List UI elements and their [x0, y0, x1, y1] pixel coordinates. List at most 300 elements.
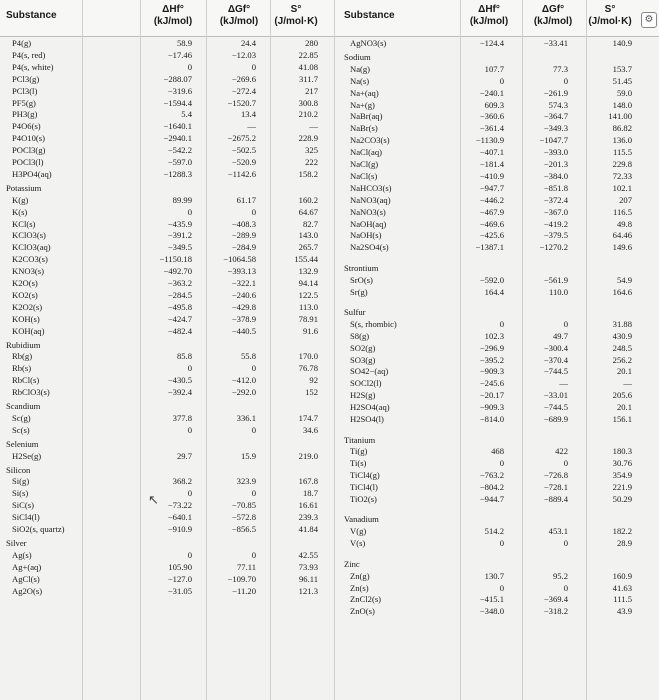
- s-value: 41.08: [298, 61, 318, 72]
- dg-value: −289.9: [231, 230, 256, 241]
- dg-value: −419.2: [543, 218, 568, 229]
- substance-name: SO42−(aq): [350, 366, 389, 377]
- substance-name: NaBr(s): [350, 123, 378, 134]
- substance-name: SO3(g): [350, 354, 376, 365]
- dh-value: −1594.4: [163, 97, 192, 108]
- substance-name: NaOH(s): [350, 230, 382, 241]
- dh-value: −424.7: [167, 313, 192, 324]
- table-row: [0, 606, 659, 617]
- table-row: [0, 583, 659, 594]
- substance-name: KClO3(s): [12, 230, 46, 241]
- substance-name: KNO3(s): [12, 266, 44, 277]
- substance-name: SO2(g): [350, 342, 376, 353]
- group-heading: Zinc: [344, 558, 360, 569]
- s-value: 207: [619, 194, 632, 205]
- table-row: [0, 230, 659, 241]
- gear-icon[interactable]: ⚙: [641, 12, 657, 28]
- s-value: 148.0: [612, 99, 632, 110]
- dh-value: −804.2: [479, 482, 504, 493]
- table-row: [0, 183, 659, 194]
- dh-value: −361.4: [479, 123, 504, 134]
- substance-name: Ag+(aq): [12, 561, 42, 572]
- dh-value: 164.4: [484, 286, 504, 297]
- table-row: [0, 168, 659, 182]
- dg-value: −370.4: [543, 354, 568, 365]
- s-value: 34.6: [302, 424, 318, 435]
- dh-value: −1640.1: [163, 121, 192, 132]
- substance-name: Na(s): [350, 75, 370, 86]
- dh-value: −20.17: [479, 390, 504, 401]
- substance-name: PCl3(l): [12, 85, 38, 96]
- s-value: 155.44: [294, 254, 318, 265]
- dg-value: −744.5: [543, 366, 568, 377]
- dg-value: −284.9: [231, 242, 256, 253]
- substance-name: P4(g): [12, 38, 32, 48]
- substance-name: AgNO3(s): [350, 38, 387, 48]
- dh-value: 368.2: [172, 476, 192, 487]
- s-value: 28.9: [616, 538, 632, 549]
- table-row: [0, 331, 659, 342]
- table-row: [0, 550, 659, 561]
- s-value: 300.8: [298, 97, 318, 108]
- substance-name: NaNO3(aq): [350, 194, 391, 205]
- s-value: 73.93: [298, 561, 318, 572]
- s-value: 16.61: [298, 500, 318, 511]
- dg-value: −1064.58: [223, 254, 256, 265]
- table-row: [0, 85, 659, 99]
- dh-value: −1387.1: [475, 242, 504, 253]
- dh-value: −363.2: [167, 278, 192, 288]
- s-value: 430.9: [612, 330, 632, 341]
- substance-name: NaBr(aq): [350, 111, 383, 122]
- table-row: [0, 275, 659, 286]
- dh-value: −592.0: [479, 274, 504, 285]
- header-s-right: S° (J/mol·K): [588, 4, 632, 27]
- s-value: 22.85: [298, 49, 318, 60]
- dg-value: 0: [251, 61, 256, 72]
- dg-value: 0: [251, 424, 256, 435]
- dh-value: −240.1: [479, 87, 504, 98]
- dh-value: 468: [491, 446, 504, 457]
- dg-value: −561.9: [543, 274, 568, 285]
- substance-name: H2S(g): [350, 390, 376, 401]
- s-value: 180.3: [612, 446, 632, 457]
- table-row: [0, 538, 659, 549]
- s-value: 141.00: [608, 111, 632, 122]
- substance-name: Sc(g): [12, 412, 31, 423]
- dg-value: −393.0: [543, 147, 568, 158]
- dg-value: −408.3: [231, 218, 256, 229]
- group-heading: Silicon: [6, 464, 31, 475]
- header-s-left: S° (J/mol·K): [274, 4, 318, 27]
- dg-value: −520.9: [231, 157, 256, 167]
- dh-value: −909.3: [479, 402, 504, 413]
- substance-name: K(s): [12, 206, 28, 217]
- dg-value: 0: [563, 538, 568, 549]
- substance-name: Na(g): [350, 63, 371, 74]
- table-row: [0, 61, 659, 75]
- dg-value: −367.0: [543, 206, 568, 217]
- s-value: 51.45: [612, 75, 632, 86]
- dh-value: −909.3: [479, 366, 504, 377]
- table-row: [0, 254, 659, 265]
- dg-value: 77.3: [552, 63, 568, 74]
- dg-value: −300.4: [543, 342, 568, 353]
- dg-value: −349.3: [543, 123, 568, 134]
- s-value: 31.88: [612, 318, 632, 329]
- table-row: [0, 73, 659, 87]
- dh-value: −284.5: [167, 289, 192, 300]
- s-value: 228.9: [298, 133, 318, 144]
- dg-value: −378.9: [231, 313, 256, 324]
- table-row: [0, 355, 659, 366]
- s-value: 354.9: [612, 470, 632, 481]
- substance-name: S(s, rhombic): [350, 318, 397, 329]
- s-value: 111.5: [613, 594, 632, 605]
- dg-value: 61.17: [236, 194, 256, 205]
- substance-name: P4O6(s): [12, 121, 41, 132]
- dh-value: −348.0: [479, 606, 504, 617]
- substance-name: Na+(aq): [350, 87, 379, 98]
- dh-value: −319.6: [167, 85, 192, 96]
- dg-value: −109.70: [227, 573, 256, 584]
- dg-value: −364.7: [543, 111, 568, 122]
- dh-value: 0: [499, 318, 504, 329]
- s-value: 78.91: [298, 313, 318, 324]
- table-row: [0, 219, 659, 230]
- table-row: [0, 319, 659, 330]
- s-value: 164.6: [612, 286, 632, 297]
- s-value: 136.0: [612, 135, 632, 146]
- dh-value: 105.90: [168, 561, 192, 572]
- table-row: [0, 378, 659, 389]
- dg-value: −726.8: [543, 470, 568, 481]
- table-row: [0, 287, 659, 298]
- table-row: [0, 111, 659, 122]
- dg-value: −322.1: [231, 278, 256, 288]
- s-value: 91.6: [302, 325, 318, 336]
- dh-value: 0: [499, 582, 504, 593]
- table-row: [0, 571, 659, 582]
- dg-value: −33.41: [543, 38, 568, 48]
- dg-value: −440.5: [231, 325, 256, 336]
- group-heading: Selenium: [6, 438, 39, 449]
- s-value: 325: [305, 145, 318, 156]
- table-row: [0, 470, 659, 481]
- dg-value: −689.9: [543, 414, 568, 425]
- dh-value: 0: [187, 61, 192, 72]
- dh-value: −492.70: [163, 266, 192, 277]
- substance-name: Si(s): [12, 488, 29, 499]
- dh-value: −31.05: [167, 585, 192, 596]
- dh-value: −17.46: [167, 49, 192, 60]
- substance-name: SiC(s): [12, 500, 34, 511]
- dg-value: −889.4: [543, 494, 568, 505]
- substance-name: K2O2(s): [12, 301, 43, 312]
- dh-value: −495.8: [167, 301, 192, 312]
- substance-name: KO2(s): [12, 289, 38, 300]
- substance-name: H2Se(g): [12, 450, 42, 461]
- substance-name: NaOH(aq): [350, 218, 387, 229]
- group-heading: Potassium: [6, 182, 42, 193]
- substance-name: Zn(s): [350, 582, 369, 593]
- dh-value: 5.4: [181, 109, 192, 120]
- dg-value: 0: [251, 206, 256, 217]
- substance-name: P4(s, white): [12, 61, 54, 72]
- dh-value: −391.2: [167, 230, 192, 241]
- s-value: 280: [305, 38, 318, 48]
- table-row: [0, 343, 659, 354]
- s-value: 256.2: [612, 354, 632, 365]
- substance-name: H2SO4(aq): [350, 402, 390, 413]
- pointer-cursor-icon: ↖: [148, 493, 159, 508]
- substance-name: V(g): [350, 526, 367, 537]
- s-value: 170.0: [298, 351, 318, 362]
- dg-value: 55.8: [240, 351, 256, 362]
- substance-name: TiCl4(l): [350, 482, 378, 493]
- dg-value: −393.13: [227, 266, 256, 277]
- s-value: 221.9: [612, 482, 632, 493]
- substance-name: SrO(s): [350, 274, 373, 285]
- substance-name: K(g): [12, 194, 29, 205]
- dh-value: −245.6: [479, 378, 504, 389]
- dg-value: −11.20: [232, 585, 256, 596]
- table-row: [0, 159, 659, 170]
- dh-value: 377.8: [172, 412, 192, 423]
- table-row: [0, 526, 659, 537]
- dg-value: 77.11: [236, 561, 256, 572]
- substance-name: Zn(g): [350, 570, 370, 581]
- s-value: 182.2: [612, 526, 632, 537]
- s-value: 82.7: [302, 218, 318, 229]
- s-value: 115.5: [612, 147, 632, 158]
- dg-value: 0: [563, 582, 568, 593]
- s-value: 122.5: [298, 289, 318, 300]
- s-value: 20.1: [616, 402, 632, 413]
- s-value: 152: [305, 387, 318, 398]
- dh-value: 85.8: [176, 351, 192, 362]
- dg-value: −379.5: [543, 230, 568, 241]
- dh-value: 609.3: [484, 99, 504, 110]
- dg-value: −33.01: [543, 390, 568, 401]
- header-dg-left: ΔGf° (kJ/mol): [219, 4, 259, 27]
- substance-name: ZnO(s): [350, 606, 375, 617]
- substance-name: AgCl(s): [12, 573, 40, 584]
- dg-value: 422: [555, 446, 568, 457]
- substance-name: Ti(g): [350, 446, 368, 457]
- s-value: 158.2: [298, 168, 318, 179]
- dg-value: −412.0: [231, 375, 256, 386]
- substance-name: TiCl4(g): [350, 470, 380, 481]
- dg-value: −269.6: [231, 73, 256, 84]
- s-value: 311.7: [298, 73, 318, 84]
- table-row: [0, 414, 659, 425]
- dh-value: 0: [499, 75, 504, 86]
- table-row: [0, 594, 659, 605]
- dh-value: −349.5: [167, 242, 192, 253]
- table-row: [0, 512, 659, 523]
- dh-value: 102.3: [484, 330, 504, 341]
- substance-name: KCl(s): [12, 218, 36, 229]
- substance-name: NaCl(g): [350, 159, 379, 169]
- table-row: [0, 207, 659, 218]
- dg-value: −1047.7: [539, 135, 568, 146]
- s-value: 64.46: [612, 230, 632, 241]
- dg-value: 110.0: [548, 286, 568, 297]
- s-value: 76.78: [298, 363, 318, 374]
- substance-name: NaCl(s): [350, 170, 378, 181]
- s-value: 54.9: [616, 274, 632, 285]
- dh-value: −296.9: [479, 342, 504, 353]
- s-value: 42.55: [298, 549, 318, 560]
- substance-name: Na2SO4(s): [350, 242, 389, 253]
- dg-value: 0: [563, 75, 568, 86]
- dh-value: −435.9: [167, 218, 192, 229]
- substance-name: Ag2O(s): [12, 585, 43, 596]
- dh-value: −763.2: [479, 470, 504, 481]
- dh-value: −482.4: [167, 325, 192, 336]
- substance-name: POCl3(g): [12, 145, 46, 156]
- header-dg-right: ΔGf° (kJ/mol): [533, 4, 573, 27]
- dg-value: 0: [563, 458, 568, 469]
- table-row: [0, 123, 659, 134]
- s-value: 18.7: [302, 488, 318, 499]
- substance-name: POCl3(l): [12, 157, 44, 167]
- table-row: [0, 366, 659, 377]
- substance-name: K2O(s): [12, 278, 38, 288]
- dg-value: 574.3: [548, 99, 568, 110]
- header-dh-right: ΔHf° (kJ/mol): [469, 4, 509, 27]
- s-value: 174.7: [298, 412, 318, 423]
- dg-value: −369.4: [543, 594, 568, 605]
- table-row: [0, 195, 659, 206]
- dh-value: 0: [187, 549, 192, 560]
- substance-name: PCl3(g): [12, 73, 40, 84]
- substance-name: RbClO3(s): [12, 387, 50, 398]
- s-value: 30.76: [612, 458, 632, 469]
- s-value: 64.67: [298, 206, 318, 217]
- table-row: [0, 50, 659, 61]
- dg-value: 0: [251, 363, 256, 374]
- dh-value: 514.2: [484, 526, 504, 537]
- substance-name: V(s): [350, 538, 366, 549]
- dg-value: −1520.7: [227, 97, 256, 108]
- table-row: [0, 242, 659, 253]
- substance-name: H2SO4(l): [350, 414, 384, 425]
- s-value: 140.9: [612, 38, 632, 48]
- dh-value: −469.6: [479, 218, 504, 229]
- dg-value: −261.9: [543, 87, 568, 98]
- substance-name: Rb(s): [12, 363, 32, 374]
- dg-value: —: [559, 378, 568, 389]
- s-value: 92: [309, 375, 318, 386]
- dg-value: 453.1: [548, 526, 568, 537]
- table-row: [0, 97, 659, 111]
- dg-value: −12.03: [231, 49, 256, 60]
- table-row: [0, 425, 659, 436]
- substance-name: P4O10(s): [12, 133, 45, 144]
- table-row: [0, 446, 659, 457]
- dh-value: −947.7: [479, 182, 504, 193]
- dh-value: −360.6: [479, 111, 504, 122]
- dg-value: −2675.2: [227, 133, 256, 144]
- substance-name: KOH(aq): [12, 325, 45, 336]
- s-value: 59.0: [616, 87, 632, 98]
- s-value: —: [309, 121, 318, 132]
- dg-value: 0: [563, 318, 568, 329]
- s-value: 102.1: [612, 182, 632, 193]
- dh-value: −1288.3: [163, 168, 192, 179]
- substance-name: Si(g): [12, 476, 30, 487]
- header-dh-left: ΔHf° (kJ/mol): [153, 4, 193, 27]
- substance-name: SiO2(s, quartz): [12, 524, 65, 534]
- dh-value: −910.9: [167, 524, 192, 534]
- dh-value: −944.7: [479, 494, 504, 505]
- dg-value: 0: [251, 488, 256, 499]
- group-heading: Sulfur: [344, 306, 366, 317]
- dg-value: −240.6: [231, 289, 256, 300]
- substance-name: KOH(s): [12, 313, 40, 324]
- table-header: [0, 0, 659, 37]
- dg-value: 0: [251, 549, 256, 560]
- substance-name: Na2CO3(s): [350, 135, 390, 146]
- dg-value: 24.4: [240, 38, 256, 48]
- substance-name: NaNO3(s): [350, 206, 386, 217]
- s-value: 50.29: [612, 494, 632, 505]
- s-value: 20.1: [616, 366, 632, 377]
- dh-value: −181.4: [479, 159, 504, 169]
- substance-name: NaCl(aq): [350, 147, 382, 158]
- dh-value: −814.0: [479, 414, 504, 425]
- group-heading: Vanadium: [344, 514, 379, 525]
- s-value: 132.9: [298, 266, 318, 277]
- dh-value: −415.1: [479, 594, 504, 605]
- s-value: 116.5: [612, 206, 632, 217]
- dh-value: 0: [499, 458, 504, 469]
- substance-name: ZnCl2(s): [350, 594, 382, 605]
- dh-value: −410.9: [479, 170, 504, 181]
- dg-value: −728.1: [543, 482, 568, 493]
- dg-value: −502.5: [231, 145, 256, 156]
- dg-value: −572.8: [231, 512, 256, 523]
- substance-name: RbCl(s): [12, 375, 40, 386]
- s-value: 222: [305, 157, 318, 167]
- dh-value: −425.6: [479, 230, 504, 241]
- s-value: 219.0: [298, 450, 318, 461]
- substance-name: Sr(g): [350, 286, 368, 297]
- s-value: 143.0: [298, 230, 318, 241]
- substance-name: TiO2(s): [350, 494, 377, 505]
- dh-value: −127.0: [167, 573, 192, 584]
- dg-value: −70.85: [231, 500, 256, 511]
- dg-value: −384.0: [543, 170, 568, 181]
- s-value: 248.5: [612, 342, 632, 353]
- group-heading: Strontium: [344, 262, 379, 273]
- s-value: 156.1: [612, 414, 632, 425]
- substance-name: Na+(g): [350, 99, 375, 110]
- s-value: 72.33: [612, 170, 632, 181]
- s-value: —: [623, 378, 632, 389]
- dh-value: −73.22: [167, 500, 192, 511]
- dh-value: 58.9: [176, 38, 192, 48]
- table-row: [0, 390, 659, 401]
- dg-value: 95.2: [552, 570, 568, 581]
- dh-value: −2940.1: [163, 133, 192, 144]
- dg-value: −851.8: [543, 182, 568, 193]
- substance-name: S8(g): [350, 330, 370, 341]
- dh-value: −430.5: [167, 375, 192, 386]
- dg-value: 336.1: [236, 412, 256, 423]
